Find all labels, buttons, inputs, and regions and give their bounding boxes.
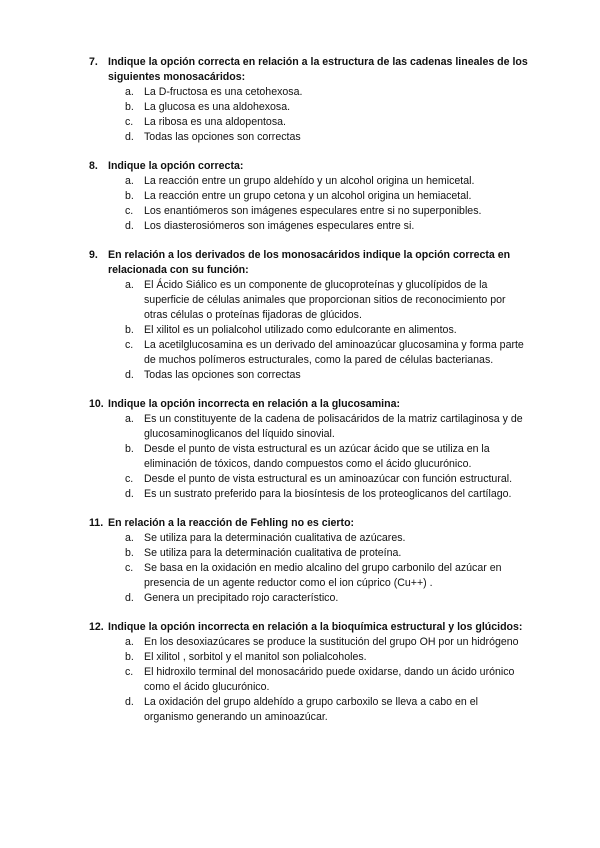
option-letter: b. [125,443,134,455]
option-letter: d. [125,220,134,232]
option-item [125,368,529,383]
question-heading [89,248,529,278]
option-text: El xilitol es un polialcohol utilizado como edulcorante en alimentos. [144,324,457,336]
option-item [125,665,529,695]
option-list [89,531,529,606]
option-item [125,472,529,487]
question-heading [89,620,529,635]
option-letter: b. [125,190,134,202]
option-item [125,546,529,561]
option-list [89,85,529,145]
option-letter: a. [125,175,134,187]
question-number: 10. [89,398,104,410]
question-5 [89,516,529,606]
question-number: 8. [89,160,98,172]
option-text: Se utiliza para la determinación cualitativa de azúcares. [144,532,406,544]
option-text: Se basa en la oxidación en medio alcalino del grupo carbonilo del azúcar en presencia de un agente reductor como el ion cúprico (Cu++) . [144,562,502,589]
option-item [125,338,529,368]
option-text: Desde el punto de vista estructural es un azúcar ácido que se utiliza en la eliminación de tóxicos, dando compuestos como el ácido glucurónico. [144,443,490,470]
option-text: La reacción entre un grupo aldehído y un alcohol origina un hemicetal. [144,175,475,187]
option-letter: c. [125,562,134,574]
option-text: Todas las opciones son correctas [144,131,301,143]
option-item [125,85,529,100]
option-text: El xilitol , sorbitol y el manitol son polialcoholes. [144,651,367,663]
option-letter: a. [125,532,134,544]
question-2 [89,159,529,234]
option-letter: b. [125,547,134,559]
option-text: En los desoxiazúcares se produce la sustitución del grupo OH por un hidrógeno [144,636,519,648]
option-item [125,115,529,130]
option-text: La D-fructosa es una cetohexosa. [144,86,303,98]
option-item [125,100,529,115]
option-text: Genera un precipitado rojo característico. [144,592,339,604]
option-letter: d. [125,131,134,143]
question-list [89,55,529,739]
option-text: Se utiliza para la determinación cualitativa de proteína. [144,547,402,559]
option-item [125,635,529,650]
option-text: La reacción entre un grupo cetona y un alcohol origina un hemiacetal. [144,190,472,202]
question-heading [89,516,529,531]
option-item [125,442,529,472]
question-heading [89,159,529,174]
question-4 [89,397,529,502]
option-item [125,487,529,502]
option-letter: b. [125,651,134,663]
option-list [89,278,529,383]
option-letter: c. [125,116,134,128]
option-item [125,278,529,323]
option-text: Es un constituyente de la cadena de polisacáridos de la matriz cartilaginosa y de glucosaminoglicanos del líquido sinovial. [144,413,523,440]
question-prompt: Indique la opción correcta: [108,160,244,172]
option-item [125,189,529,204]
question-prompt: En relación a los derivados de los monosacáridos indique la opción correcta en relacionada con su función: [108,249,511,276]
question-prompt: En relación a la reacción de Fehling no es cierto: [108,517,355,529]
option-list [89,412,529,502]
option-text: Es un sustrato preferido para la biosíntesis de los proteoglicanos del cartílago. [144,488,512,500]
question-heading [89,55,529,85]
option-text: Los enantiómeros son imágenes especulares entre si no superponibles. [144,205,482,217]
option-letter: d. [125,488,134,500]
option-letter: a. [125,279,134,291]
option-text: Desde el punto de vista estructural es un aminoazúcar con función estructural. [144,473,513,485]
question-prompt: Indique la opción incorrecta en relación a la bioquímica estructural y los glúcidos: [108,621,523,633]
option-item [125,130,529,145]
option-text: Los diasterosiómeros son imágenes especulares entre si. [144,220,415,232]
option-text: Todas las opciones son correctas [144,369,301,381]
option-letter: c. [125,205,134,217]
option-letter: c. [125,339,134,351]
option-letter: c. [125,666,134,678]
option-item [125,323,529,338]
option-letter: b. [125,324,134,336]
option-text: El Ácido Siálico es un componente de glucoproteínas y glucolípidos de la superficie de células animales que proporcionan sitios de reconocimiento por otras células o proteínas fijadoras de glúcidos. [144,279,506,321]
question-number: 11. [89,517,104,529]
question-number: 9. [89,249,98,261]
option-text: La ribosa es una aldopentosa. [144,116,286,128]
question-1 [89,55,529,145]
option-list [89,635,529,725]
option-item [125,204,529,219]
option-item [125,650,529,665]
question-6 [89,620,529,725]
question-prompt: Indique la opción incorrecta en relación a la glucosamina: [108,398,400,410]
option-letter: a. [125,636,134,648]
option-list [89,174,529,234]
option-item [125,412,529,442]
option-item [125,561,529,591]
question-heading [89,397,529,412]
option-letter: d. [125,369,134,381]
option-text: La oxidación del grupo aldehído a grupo carboxilo se lleva a cabo en el organismo generando un aminoazúcar. [144,696,478,723]
option-item [125,219,529,234]
option-text: El hidroxilo terminal del monosacárido puede oxidarse, dando un ácido urónico como el ácido glucurónico. [144,666,515,693]
option-text: La acetilglucosamina es un derivado del aminoazúcar glucosamina y forma parte de muchos polímeros estructurales, como la pared de células bacterianas. [144,339,524,366]
question-prompt: Indique la opción correcta en relación a la estructura de las cadenas lineales de los siguientes monosacáridos: [108,56,528,83]
option-letter: a. [125,413,134,425]
question-number: 7. [89,56,98,68]
option-item [125,591,529,606]
option-letter: d. [125,696,134,708]
option-text: La glucosa es una aldohexosa. [144,101,291,113]
option-item [125,174,529,189]
option-letter: a. [125,86,134,98]
option-item [125,695,529,725]
option-letter: d. [125,592,134,604]
question-number: 12. [89,621,104,633]
option-letter: c. [125,473,134,485]
option-letter: b. [125,101,134,113]
option-item [125,531,529,546]
question-3 [89,248,529,383]
